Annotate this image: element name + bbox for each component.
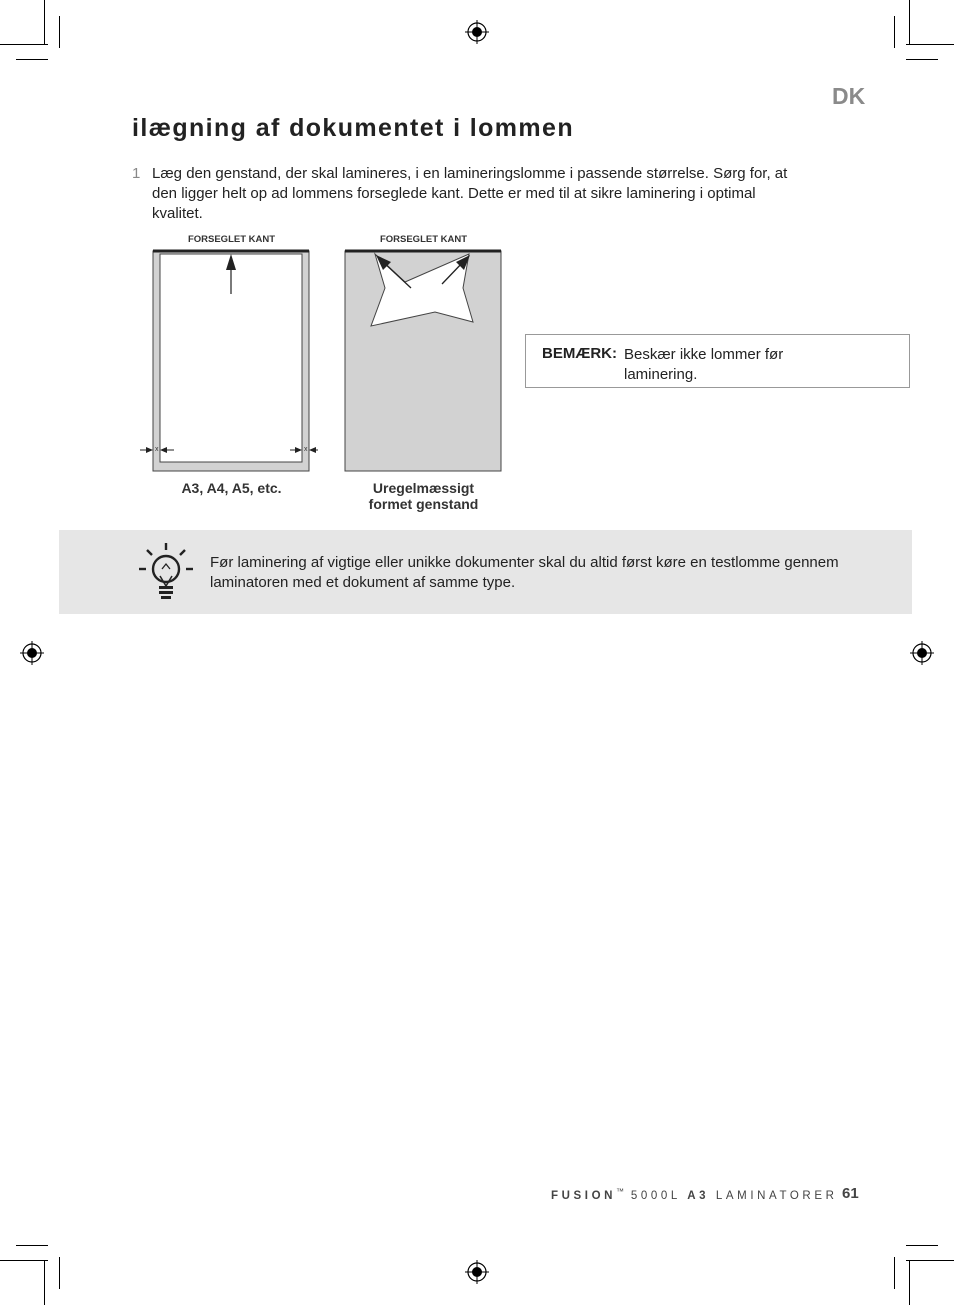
footer-model: 5000L	[630, 1189, 681, 1202]
language-tag: DK	[832, 83, 866, 109]
irregular-item-pouch-diagram	[343, 248, 505, 474]
registration-mark-icon	[20, 641, 44, 665]
caption-line: Uregelmæssigt	[372, 480, 475, 496]
note-text: Beskær ikke lommer før laminering.	[624, 346, 784, 383]
step-number: 1	[132, 165, 141, 182]
footer-brand: FUSION	[551, 1189, 617, 1202]
margin-marker: x	[155, 446, 159, 453]
tip-panel	[59, 530, 912, 614]
registration-mark-icon	[910, 641, 934, 665]
caption-line: formet genstand	[368, 496, 479, 512]
sealed-edge-label: FORSEGLET KANT	[187, 234, 276, 245]
note-box	[525, 334, 910, 388]
standard-pouch-diagram	[138, 248, 318, 474]
footer-product-name	[551, 1187, 838, 1202]
footer-trademark: ™	[616, 1187, 625, 1196]
registration-mark-icon	[465, 20, 489, 44]
page-number: 61	[842, 1185, 859, 1202]
note-label: BEMÆRK:	[542, 345, 617, 362]
footer-product: LAMINATORER	[715, 1189, 838, 1202]
margin-marker: x	[304, 446, 308, 453]
standard-pouch-caption: A3, A4, A5, etc.	[181, 480, 282, 496]
sealed-edge-label: FORSEGLET KANT	[379, 234, 468, 245]
step-text: Læg den genstand, der skal lamineres, i en lamineringslomme i passende størrelse. Sørg for, at den ligger helt op ad lommens forseglede kant. Dette er med til at sikre laminering i optimal kvalitet.	[152, 165, 788, 222]
registration-mark-icon	[465, 1260, 489, 1284]
page-title: ilægning af dokumentet i lommen	[132, 114, 575, 142]
footer-size: A3	[687, 1189, 710, 1202]
irregular-item-caption	[345, 480, 502, 512]
tip-text: Før laminering af vigtige eller unikke dokumenter skal du altid først køre en testlomme gennem laminatoren med et dokument af samme type.	[210, 554, 839, 591]
lightbulb-icon	[137, 542, 195, 604]
